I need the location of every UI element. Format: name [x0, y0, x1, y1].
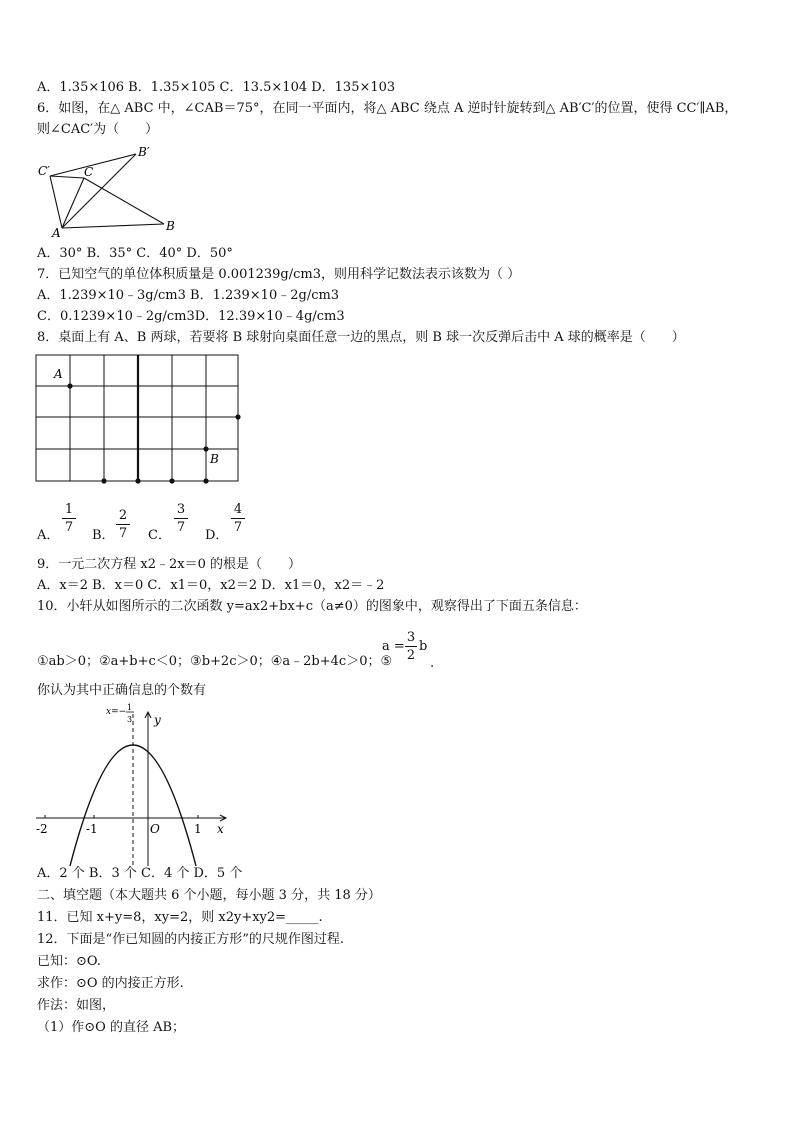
q6-options: A．30° B．35° C．40° D．50°: [37, 246, 233, 261]
q8-option-c-fraction: 3 7: [174, 502, 188, 535]
q8-option-b-letter: B．: [92, 528, 115, 543]
q12-method: 作法：如图，: [37, 998, 116, 1013]
q7-options-line1: A．1.239×10﹣3g/cm3 B．1.239×10﹣2g/cm3: [37, 288, 340, 303]
q10-graph-axis-den: 3: [127, 715, 133, 724]
q8-option-d-letter: D．: [205, 528, 229, 543]
q10-graph-y-label: y: [154, 713, 161, 727]
q6-label-b: B: [166, 219, 175, 233]
q10-formula-fraction: 3 2: [406, 630, 416, 663]
q8-option-a-fraction: 1 7: [62, 502, 76, 535]
q8-option-b-fraction: 2 7: [116, 508, 130, 541]
q10-graph-tick-1: 1: [194, 822, 202, 836]
q6-rotation-figure: [36, 142, 186, 237]
q6-label-b-prime: B′: [138, 145, 150, 159]
q8-option-a-letter: A．: [37, 528, 60, 543]
q12-stem: 12．下面是“作已知圆的内接正方形”的尺规作图过程.: [37, 932, 344, 947]
section-2-heading: 二、填空题（本大题共 6 个小题，每小题 3 分，共 18 分）: [37, 888, 381, 903]
q6-stem-line1: 6．如图，在△ ABC 中，∠CAB＝75°，在同一平面内，将△ ABC 绕点 A 逆时针旋转到△ AB′C′的位置，使得 CC′∥AB，: [37, 101, 738, 116]
q10-graph-tick-minus1: -1: [86, 822, 98, 836]
q12-given: 已知：⊙O.: [37, 954, 101, 969]
q6-label-c: C: [84, 165, 94, 179]
q8-table-grid-figure: [30, 350, 250, 490]
q6-label-c-prime: C′: [38, 164, 50, 178]
q10-question: 你认为其中正确信息的个数有: [37, 683, 207, 698]
q8-stem: 8．桌面上有 A、B 两球，若要将 B 球射向桌面任意一边的黑点，则 B 球一次反弹后击中 A 球的概率是（ ）: [37, 330, 685, 345]
q10-options: A．2 个 B．3 个 C．4 个 D．5 个: [37, 866, 243, 881]
q10-parabola-graph: [30, 700, 240, 870]
q6-label-a: A: [52, 226, 61, 237]
q9-stem: 9．一元二次方程 x2﹣2x＝0 的根是（ ）: [37, 557, 302, 572]
q10-conditions: ①ab＞0；②a+b+c＜0；③b+2c＞0；④a﹣2b+4c＞0；⑤: [37, 654, 393, 669]
q7-options-line2: C．0.1239×10﹣2g/cm3D．12.39×10﹣4g/cm3: [37, 309, 345, 324]
q12-step1: （1）作⊙O 的直径 AB；: [37, 1020, 186, 1035]
q10-graph-tick-minus2: -2: [36, 822, 48, 836]
q10-graph-x-label: x: [217, 822, 224, 836]
q10-formula-lhs: a =: [382, 639, 405, 654]
q10-graph-origin: O: [150, 822, 160, 836]
q10-formula-rhs: b: [419, 639, 428, 654]
q7-stem: 7．已知空气的单位体积质量是 0.001239g/cm3，则用科学记数法表示该数为（ ）: [37, 267, 521, 282]
q10-graph-axis-label: x=−: [106, 707, 127, 717]
q8-label-b: B: [210, 452, 219, 466]
q8-label-a: A: [54, 367, 63, 381]
q12-find: 求作：⊙O 的内接正方形.: [37, 976, 184, 991]
q11-stem: 11．已知 x+y=8，xy=2，则 x2y+xy2=_____.: [37, 910, 323, 925]
q6-stem-line2: 则∠CAC′为（ ）: [37, 122, 159, 137]
q8-option-d-fraction: 4 7: [231, 502, 245, 535]
q9-options: A．x＝2 B．x＝0 C．x1＝0，x2＝2 D．x1＝0，x2＝﹣2: [37, 578, 385, 593]
q5-options: A．1.35×106 B．1.35×105 C．13.5×104 D．135×103: [37, 80, 396, 95]
q8-option-c-letter: C．: [148, 528, 171, 543]
q10-formula-period: .: [430, 656, 435, 671]
q10-stem: 10．小轩从如图所示的二次函数 y=ax2+bx+c（a≠0）的图象中，观察得出了下面五条信息：: [37, 599, 587, 614]
q10-graph-axis-num: 1: [127, 703, 133, 712]
